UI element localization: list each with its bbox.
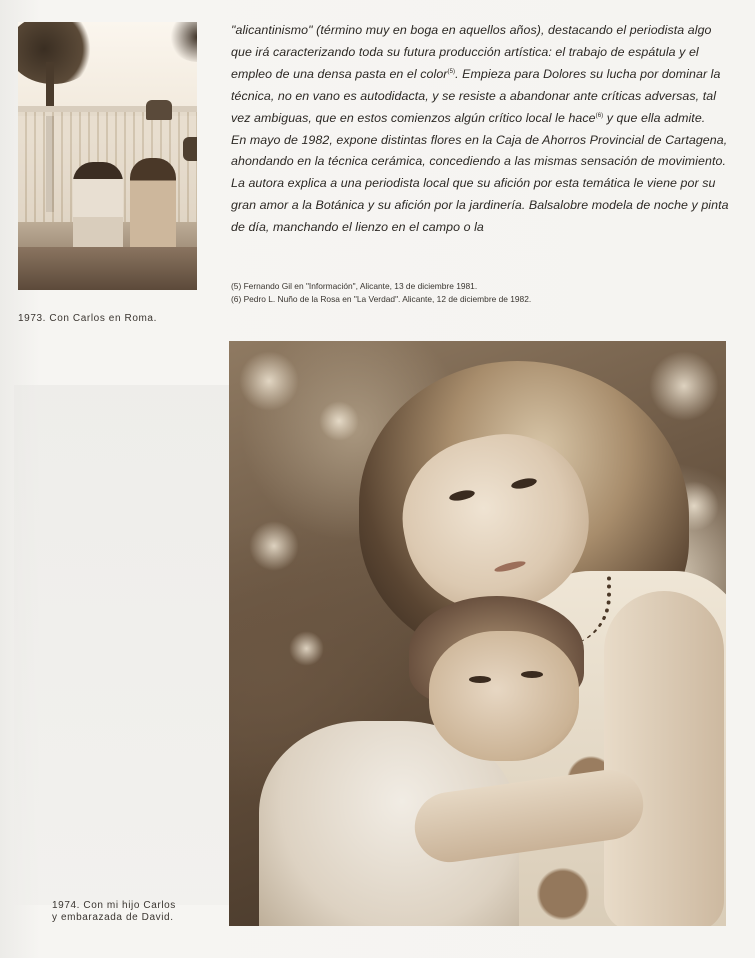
photo-caption-1974: 1974. Con mi hijo Carlos y embarazada de David.	[52, 900, 176, 923]
photo-mother-child-1974	[229, 341, 726, 926]
page-shadow	[14, 385, 229, 905]
photo-caption-1973: 1973. Con Carlos en Roma.	[18, 313, 157, 324]
footnote-5: (5) Fernando Gil en "Información", Alicante, 13 de diciembre 1981.	[231, 281, 478, 291]
photo-rome-1973	[18, 22, 197, 290]
footnote-ref-5: (5)	[447, 68, 456, 75]
paragraph-1: "alicantinismo" (término muy en boga en aquellos años), destacando el periodista algo que irá caracterizando toda su futura producción artística: el trabajo de espátula y el empleo de una densa pasta en el color$^{(5)}$. Empieza para Dolores su lucha por dominar la técnica, no en vano es autodidacta, y se resiste a abandonar ante críticas adversas, tal vez ambiguas, que en estos comienzos algún crítico local le hace$^{(6)}$ y que ella admite.	[231, 23, 721, 125]
paragraph-2: En mayo de 1982, expone distintas flores en la Caja de Ahorros Provincial de Cartagena, ahondando en la técnica cerámica, concediendo a las mismas sensación de movimiento. La autora explica a una periodista local que su afición por esta temática le viene por su gran amor a la Botánica y su afición por la jardinería. Balsalobre modela de noche y pinta de día, manchando el lienzo en el campo o la	[231, 132, 729, 235]
footnote-6: (6) Pedro L. Nuño de la Rosa en "La Verdad". Alicante, 12 de diciembre de 1982.	[231, 294, 532, 304]
footnotes	[231, 280, 729, 306]
body-text	[231, 20, 729, 239]
footnote-ref-6: (6)	[595, 112, 604, 119]
